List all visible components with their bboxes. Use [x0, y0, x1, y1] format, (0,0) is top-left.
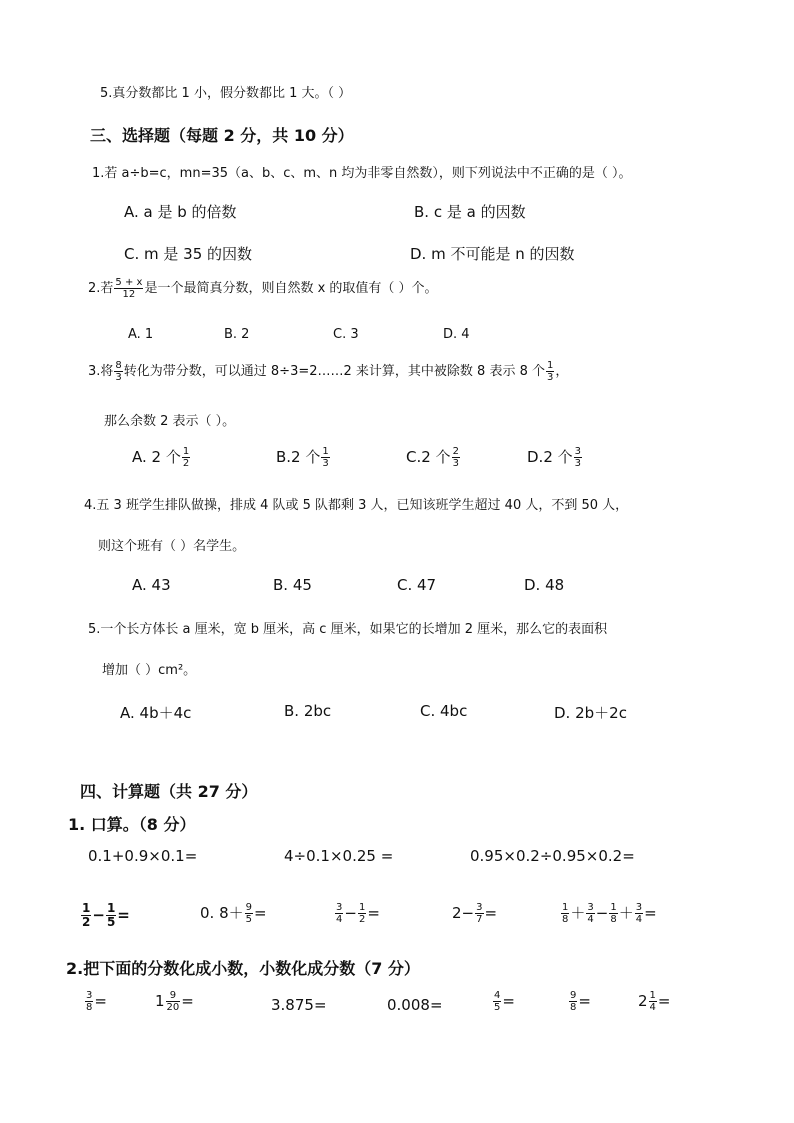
q3-b-den: 3: [322, 458, 329, 469]
choice-q4-option-b[interactable]: B. 45: [273, 576, 312, 594]
calc1-expr-3: 0.95×0.2÷0.95×0.2=: [470, 847, 635, 865]
q2-fraction-denominator: 12: [122, 289, 136, 300]
choice-q2-option-b[interactable]: B. 2: [224, 327, 250, 342]
e3-a-den: 4: [336, 914, 343, 925]
e2-den: 5: [245, 914, 252, 925]
c2f1-num: 3: [86, 990, 93, 1001]
c2f1-frac: [85, 990, 93, 1013]
choice-q2-option-c[interactable]: C. 3: [333, 327, 359, 342]
c2f4-num: 9: [570, 990, 577, 1001]
e3-op: −: [344, 904, 357, 922]
e5-b-num: 3: [587, 902, 594, 913]
e5-eq: =: [644, 904, 657, 922]
q3-g-den: 3: [547, 372, 554, 383]
q3-f-num: 8: [115, 360, 122, 371]
choice-q2-option-a[interactable]: A. 1: [128, 327, 154, 342]
section-3-title: 三、选择题（每题 2 分，共 10 分）: [90, 126, 354, 145]
e5-b-den: 4: [587, 914, 594, 925]
choice-q5-option-b[interactable]: B. 2bc: [284, 702, 332, 720]
c2f2-frac: [166, 990, 181, 1013]
c2f5-den: 4: [649, 1002, 656, 1013]
c2f5-eq: =: [657, 992, 671, 1010]
c2f3-eq: =: [502, 992, 515, 1010]
q3-d-den: 3: [574, 458, 582, 469]
calc1-frac-expr-2: [200, 902, 267, 925]
q3-a-num: 1: [182, 446, 190, 457]
e5-frac-d: [635, 902, 643, 925]
e1-b-den: 5: [106, 915, 116, 929]
q3-prefix: 3.将: [88, 364, 114, 379]
c2f2-num: 9: [166, 990, 181, 1002]
e1-op: −: [92, 906, 105, 924]
q2-fraction-numerator: 5 + x: [115, 277, 143, 288]
choice-q5-option-a[interactable]: A. 4b＋4c: [120, 704, 192, 722]
choice-q4-line2: 则这个班有（ ）名学生。: [98, 539, 246, 554]
e5-op3: ＋: [618, 904, 634, 922]
q3-g-num: 1: [547, 360, 554, 371]
calc2-item-5: [492, 990, 515, 1013]
choice-q3-option-a[interactable]: [132, 446, 191, 469]
c2f1-den: 8: [86, 1002, 93, 1013]
c2f5-frac: [649, 990, 657, 1013]
choice-q3-line2: 那么余数 2 表示（ ）。: [104, 414, 236, 429]
calc2-item-1: [84, 990, 107, 1013]
c2f3-frac: [493, 990, 501, 1013]
e1-frac-a: [81, 902, 91, 929]
calc2-item-3: 3.875=: [271, 996, 327, 1014]
e5-frac-c: [609, 902, 617, 925]
q3-d-num: 3: [574, 446, 582, 457]
choice-q1-stem: 1.若 a÷b=c，mn=35（a、b、c、m、n 均为非零自然数），则下列说法中不正确的是（ ）。: [92, 166, 632, 181]
q3-b-num: 1: [322, 446, 329, 457]
calc-2-title: 2.把下面的分数化成小数，小数化成分数（7 分）: [66, 959, 420, 978]
c2f3-num: 4: [494, 990, 501, 1001]
c2f5-num: 1: [649, 990, 656, 1001]
q3-a-den: 2: [182, 458, 190, 469]
q3-c-num: 2: [452, 446, 459, 457]
c2f4-den: 8: [570, 1002, 577, 1013]
e2-frac: [245, 902, 253, 925]
e4-num: 3: [476, 902, 483, 913]
choice-q2-stem: [88, 277, 438, 300]
choice-q3-stem: [88, 360, 568, 383]
e3-frac-b: [358, 902, 366, 925]
e5-a-num: 1: [562, 902, 569, 913]
choice-q4-option-c[interactable]: C. 47: [397, 576, 437, 594]
e5-op1: ＋: [570, 904, 586, 922]
e2-eq: =: [254, 904, 267, 922]
calc1-frac-expr-3: [334, 902, 380, 925]
calc2-item-2: [155, 990, 194, 1013]
q3-d-fraction: [574, 446, 582, 469]
calc2-item-4: 0.008=: [387, 996, 443, 1014]
e5-a-den: 8: [562, 914, 569, 925]
e4-eq: =: [484, 904, 498, 922]
q3-c-fraction: [452, 446, 460, 469]
e5-c-num: 1: [610, 902, 617, 913]
e3-b-num: 1: [358, 902, 366, 913]
choice-q5-option-d[interactable]: D. 2b＋2c: [554, 704, 627, 722]
e5-op2: −: [595, 904, 609, 922]
choice-q4-option-d[interactable]: D. 48: [524, 576, 565, 594]
e4-frac: [475, 902, 483, 925]
calc2-item-6: [568, 990, 591, 1013]
c2f4-eq: =: [578, 992, 591, 1010]
calc-1-title: 1. 口算。（8 分）: [68, 815, 196, 834]
calc1-expr-2: 4÷0.1×0.25 =: [284, 847, 394, 865]
calc1-frac-expr-4: [452, 902, 497, 925]
c2f1-eq: =: [94, 992, 107, 1010]
e4-den: 7: [476, 914, 483, 925]
e1-frac-b: [106, 902, 116, 929]
q2-prefix: 2.若: [88, 281, 114, 296]
choice-q3-option-d[interactable]: [527, 446, 583, 469]
e5-frac-a: [561, 902, 569, 925]
q3-comma: ，: [555, 364, 569, 379]
q3-a-label: A. 2 个: [132, 448, 181, 466]
c2f2-den: 20: [166, 1002, 180, 1013]
choice-q4-option-a[interactable]: A. 43: [132, 576, 171, 594]
q2-fraction: [114, 277, 143, 300]
q3-b-label: B.2 个: [276, 448, 321, 466]
q3-fraction-1-3: [546, 360, 554, 383]
choice-q2-option-d[interactable]: D. 4: [443, 327, 470, 342]
q3-f-den: 3: [115, 372, 122, 383]
choice-q5-line1: 5.一个长方体长 a 厘米，宽 b 厘米，高 c 厘米，如果它的长增加 2 厘米，那么它的表面积: [88, 622, 608, 637]
e3-b-den: 2: [358, 914, 366, 925]
judge-question-5: 5.真分数都比 1 小，假分数都比 1 大。（ ）: [100, 86, 352, 101]
e3-eq: =: [367, 904, 380, 922]
choice-q3-option-c[interactable]: [406, 446, 461, 469]
e5-c-den: 8: [610, 914, 617, 925]
q3-a-fraction: [182, 446, 190, 469]
e1-a-num: 1: [82, 901, 91, 915]
calc1-expr-1: 0.1+0.9×0.1=: [88, 847, 198, 865]
e5-d-num: 3: [635, 902, 643, 913]
c2f5-whole: 2: [638, 992, 648, 1010]
choice-q3-option-b[interactable]: [276, 446, 331, 469]
q3-c-den: 3: [452, 458, 459, 469]
e1-a-den: 2: [82, 915, 91, 929]
e1-b-num: 1: [106, 901, 116, 915]
e3-a-num: 3: [336, 902, 343, 913]
q3-middle: 转化为带分数，可以通过 8÷3=2……2 来计算，其中被除数 8 表示 8 个: [123, 364, 545, 379]
c2f2-eq: =: [181, 992, 194, 1010]
e5-d-den: 4: [635, 914, 643, 925]
e4-pre: 2−: [452, 904, 475, 922]
choice-q5-option-c[interactable]: C. 4bc: [420, 702, 468, 720]
choice-q1-option-a[interactable]: A. a 是 b 的倍数: [124, 203, 237, 221]
section-4-title: 四、计算题（共 27 分）: [80, 782, 258, 801]
calc1-frac-expr-1: [80, 902, 130, 929]
c2f3-den: 5: [494, 1002, 501, 1013]
e2-pre: 0. 8＋: [200, 904, 244, 922]
q3-b-fraction: [321, 446, 329, 469]
c2f2-whole: 1: [155, 992, 165, 1010]
q3-c-label: C.2 个: [406, 448, 451, 466]
e1-eq: =: [117, 906, 130, 924]
calc1-frac-expr-5: [560, 902, 657, 925]
q3-fraction-8-3: [114, 360, 122, 383]
choice-q5-line2: 增加（ ）cm²。: [102, 663, 197, 678]
calc2-item-7: [638, 990, 671, 1013]
q2-suffix: 是一个最简真分数，则自然数 x 的取值有（ ）个。: [144, 281, 438, 296]
e2-num: 9: [245, 902, 252, 913]
e5-frac-b: [586, 902, 594, 925]
choice-q1-option-c[interactable]: C. m 是 35 的因数: [124, 245, 253, 263]
choice-q1-option-d[interactable]: D. m 不可能是 n 的因数: [410, 245, 575, 263]
choice-q4-line1: 4.五 3 班学生排队做操，排成 4 队或 5 队都剩 3 人，已知该班学生超过 40 人，不到 50 人，: [84, 498, 629, 513]
choice-q1-option-b[interactable]: B. c 是 a 的因数: [414, 203, 526, 221]
q3-d-label: D.2 个: [527, 448, 573, 466]
e3-frac-a: [335, 902, 343, 925]
c2f4-frac: [569, 990, 577, 1013]
